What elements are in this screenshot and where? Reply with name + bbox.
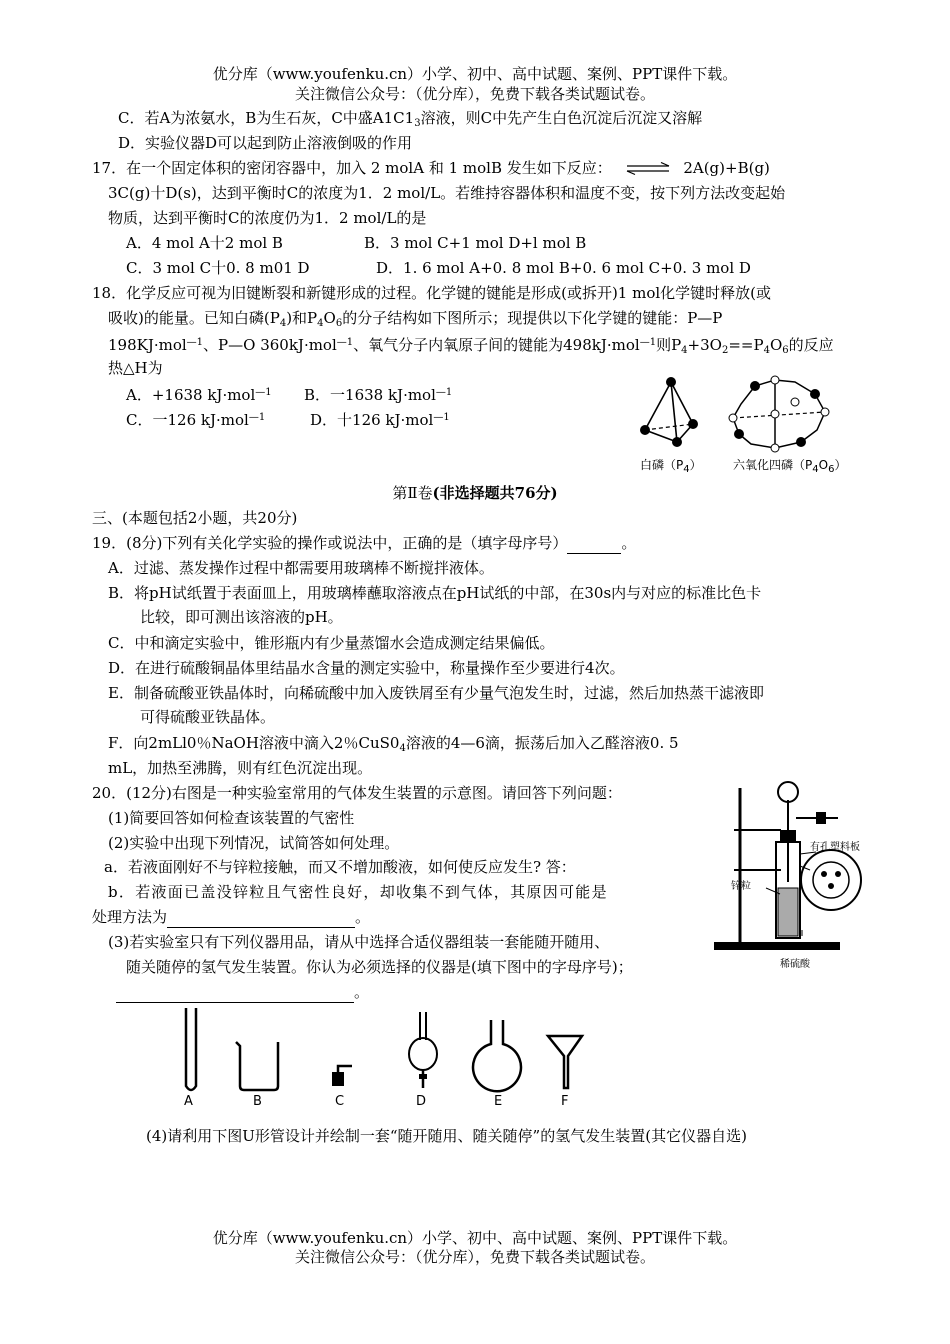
test-tube-icon [186,1008,196,1090]
q17-option-c: C．3 mol C十0. 8 m01 D [126,259,310,277]
q20-part-4: (4)请利用下图U形管设计并绘制一套“随开随用、随关随停”的氢气发生装置(其它仪器自选) [146,1127,747,1145]
dropping-funnel-icon [409,1012,437,1088]
apparatus-label-zinc: 锌粒 [731,881,751,892]
q20-part-3-line-1: (3)若实验室只有下列仪器用品，请从中选择合适仪器组装一套能随开随用、 [108,933,610,951]
footer-line-2: 关注微信公众号：（优分库），免费下载各类试题试卷。 [294,1248,655,1266]
q20-part-3-answer: 。 [116,981,369,1003]
q19-stem: 19．(8分)下列有关化学实验的操作或说法中，正确的是（填字母序号） 。 [92,534,637,552]
q19-option-d: D．在进行硫酸铜晶体里结晶水含量的测定实验中，称量操作至少要进行4次。 [108,659,625,677]
instrument-label-a: A [184,1094,193,1109]
q18-stem-line-2: 吸收)的能量。已知白磷$(P_4)$和$P_4O_6$的分子结构如下图所示；现提供以下化学键的键能：P—P [108,309,723,329]
q17-option-d: D．1. 6 mol A+0. 8 mol B+0. 6 mol C+0. 3 mol D [376,259,751,277]
q18-stem-line-4: 热△H为 [108,359,163,377]
instrument-label-f: F [561,1094,569,1109]
p4o6-molecule [729,376,829,452]
q19-option-b-line-1: B．将pH试纸置于表面皿上，用玻璃棒蘸取溶液点在pH试纸的中部，在30s内与对应的标准比色卡 [108,584,762,602]
equilibrium-arrow-icon [625,162,671,176]
q20-part-2a: a．若液面刚好不与锌粒接触，而又不增加酸液，如何使反应发生? 答： [104,858,576,876]
q18-option-a: A．+1638 kJ·mol$^{—1}$ [126,386,272,404]
q16-option-d: D．实验仪器D可以起到防止溶液倒吸的作用 [118,134,413,152]
q20-method-blank[interactable] [167,911,355,928]
q18-option-b: B．一1638 kJ·mol$^{—1}$ [304,386,453,404]
footer-line-1: 优分库（www.youfenku.cn）小学、初中、高中试题、案例、PPT课件下载。 [212,1229,738,1247]
apparatus-label-acid: 稀硫酸 [780,959,810,970]
q18-option-c: C．一126 kJ·mol$^{—1}$ [126,411,266,429]
q19-option-e-line-2: 可得硫酸亚铁晶体。 [140,708,276,726]
q19-option-e-line-1: E．制备硫酸亚铁晶体时，向稀硫酸中加入废铁屑至有少量气泡发生时，过滤，然后加热蒸干滤液即 [108,684,764,702]
part-three-heading: 三、(本题包括2小题，共20分) [92,509,298,527]
q20-part-3-line-2: 随关随停的氢气发生装置。你认为必须选择的仪器是(填下图中的字母序号)； [126,958,633,976]
instrument-label-d: D [416,1094,427,1109]
q19-answer-blank[interactable] [567,537,621,554]
q20-part-1: (1)简要回答如何检查该装置的气密性 [108,809,355,827]
q19-option-a: A．过滤、蒸发操作过程中都需要用玻璃棒不断搅拌液体。 [108,559,494,577]
q19-option-f-line-1: F．向2mLl0％NaOH溶液中滴入2％$CuS0_4$溶液的4—6滴，振荡后加入乙醛溶液0. 5 [108,734,679,754]
beaker-icon [236,1042,278,1090]
instrument-label-b: B [253,1094,262,1109]
q17-option-a: A．4 mol A十2 mol B [126,234,283,252]
q20-part-2: (2)实验中出现下列情况，试简答如何处理。 [108,834,400,852]
q20-part-2b-line-1: b．若液面已盖没锌粒且气密性良好，却收集不到气体，其原因可能是 [108,883,608,901]
round-bottom-flask-icon [473,1020,521,1091]
stopper-tube-icon [332,1066,352,1086]
instrument-label-e: E [494,1094,503,1109]
section-ii-title: 第Ⅱ卷(非选择题共76分) [392,484,558,502]
q16-option-c: C．若A为浓氨水，B为生石灰，C中盛$A1C1_3$溶液，则C中先产生白色沉淀后沉淀又溶解 [118,109,703,129]
q20-part-2b-line-2: 处理方法为 。 [92,908,371,926]
apparatus-label-plate: 有孔塑料板 [810,842,860,853]
q19-option-c: C．中和滴定实验中，锥形瓶内有少量蒸馏水会造成测定结果偏低。 [108,634,555,652]
instrument-figures [170,1006,640,1106]
q17-option-b: B．3 mol C+1 mol D+l mol B [364,234,587,252]
q17-stem-line-3: 物质，达到平衡时C的浓度仍为1．2 mol/L的是 [108,209,427,227]
funnel-icon [548,1036,582,1088]
white-phosphorus-caption: 白磷$(P_4)$ [640,458,702,475]
q18-option-d: D．十126 kJ·mol$^{—1}$ [310,411,450,429]
q19-option-b-line-2: 比较，即可测出该溶液的pH。 [140,608,343,626]
q18-stem-line-3: 198KJ·mol$^{—1}$、P—O 360kJ·mol$^{—1}$、氧气分子内氧原子间的键能为498kJ·mol$^{—1}$则$P_4+3O_2==P_4O_6$的反应 [108,336,834,356]
p4o6-caption: 六氧化四磷$(P_4O_6)$ [733,458,847,475]
q20-instrument-blank[interactable] [116,986,354,1003]
q18-stem-line-1: 18．化学反应可视为旧键断裂和新键形成的过程。化学键的键能是形成(或拆开)1 mol化学键时释放(或 [92,284,772,302]
header-line-2: 关注微信公众号：（优分库），免费下载各类试题试卷。 [294,85,655,103]
gas-generator-apparatus-figure [706,770,866,975]
q20-stem: 20．(12分)右图是一种实验室常用的气体发生装置的示意图。请回答下列问题： [92,784,622,802]
instrument-label-c: C [335,1094,345,1109]
q19-option-f-line-2: mL，加热至沸腾，则有红色沉淀出现。 [108,759,373,777]
q17-stem-line-2: 3C(g)十D(s)，达到平衡时C的浓度为1．2 mol/L。若维持容器体积和温度不变，按下列方法改变起始 [108,184,786,202]
white-phosphorus-molecule [640,377,698,447]
q17-stem-line-1: 17．在一个固定体积的密闭容器中，加入 2 molA 和 1 molB 发生如下反应： 2A(g)+B(g) [92,159,770,177]
header-line-1: 优分库（www.youfenku.cn）小学、初中、高中试题、案例、PPT课件下载。 [212,65,738,83]
